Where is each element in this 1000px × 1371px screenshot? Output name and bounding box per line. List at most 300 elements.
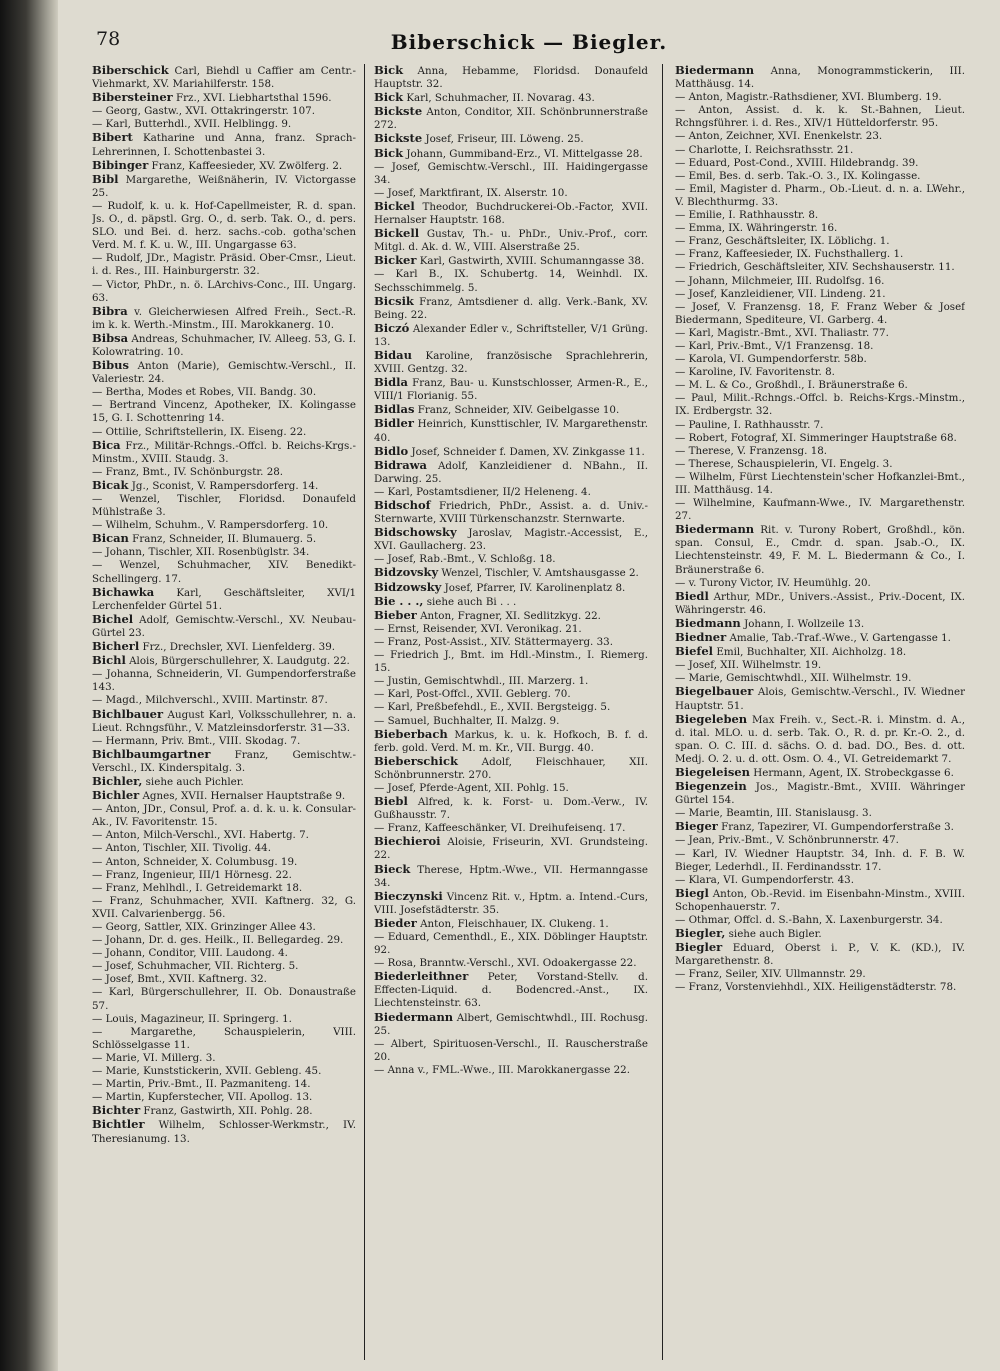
entry-text: — Emil, Bes. d. serb. Tak.-O. 3., IX. Kolingasse. [675,169,921,182]
entry-text: — Johann, Dr. d. ges. Heilk., II. Bellegardeg. 29. [92,934,344,947]
entry-text: Jaroslav, Magistr.-Accessist, E., XVI. Gaullacherg. 23. [374,527,648,553]
directory-entry [374,931,648,957]
directory-entry [92,869,356,882]
directory-entry [92,493,356,519]
entry-text: Franz, Schneider, XIV. Geibelgasse 10. [414,404,620,417]
directory-entry [374,499,648,526]
directory-entry [92,934,356,947]
entry-text: — Johann, Tischler, XII. Rosenbüglstr. 34. [92,546,310,559]
directory-entry [92,829,356,842]
entry-text: — Friedrich J., Bmt. im Hdl.-Minstm., I. Riemerg. 15. [374,649,648,675]
directory-entry [675,523,965,576]
directory-entry [374,64,648,91]
directory-entry [675,820,965,834]
entry-text: — Wenzel, Schuhmacher, XIV. Benedikt-Schellingerg. 17. [92,559,356,585]
entry-text: Amalie, Tab.-Traf.-Wwe., V. Gartengasse 1. [726,632,951,645]
entry-text: Josef, Schneider f. Damen, XV. Zinkgasse 11. [408,445,645,458]
entry-headword: Biechieroi [374,834,441,849]
directory-entry [675,780,965,807]
directory-entry [675,130,965,143]
entry-text: — Anton, Assist. d. k. k. St.-Bahnen, Lieut. Rchngsführer. i. d. Res., XIV/1 Hütteldorferstr. 95. [675,104,965,130]
entry-text: — Martin, Priv.-Bmt., II. Pazmaniteng. 14. [92,1078,311,1091]
directory-entry [92,775,356,789]
entry-text: Alexander Edler v., Schriftsteller, V/1 Grüng. 13. [374,322,648,348]
entry-text: — Franz, Bmt., IV. Schönburgstr. 28. [92,465,284,478]
directory-entry [92,439,356,466]
directory-entry [92,842,356,855]
entry-headword: Biedl [675,588,709,603]
entry-text: — Franz, Kaffeeschänker, VI. Dreihufeisenq. 17. [374,822,626,835]
entry-text: Heinrich, Kunsttischler, IV. Margarethenstr. 40. [374,418,648,444]
column-2 [374,64,648,1360]
directory-entry [374,227,648,254]
entry-text: — Josef, Gemischtw.-Verschl., III. Haidingergasse 34. [374,160,648,186]
directory-entry [675,235,965,248]
directory-entry [92,426,356,439]
directory-entry [374,91,648,105]
entry-text: Franz, Amtsdiener d. allg. Verk.-Bank, XV. Being. 22. [374,295,648,321]
entry-text: Jg., Sconist, V. Rampersdorferg. 14. [128,479,319,492]
directory-entry [92,1026,356,1052]
directory-entry [675,645,965,659]
directory-entry [675,834,965,847]
entry-text: siehe auch Bigler. [725,928,822,941]
directory-entry [374,917,648,931]
entry-text: — Johann, Conditor, VIII. Laudong. 4. [92,947,288,960]
entry-headword: Bibinger [92,157,149,172]
entry-text: Anna, Hebamme, Floridsd. Donaufeld Hauptstr. 32. [374,65,648,91]
directory-entry [92,1013,356,1026]
entry-text: — Justin, Gemischtwhdl., III. Marzerg. 1. [374,675,589,688]
entry-headword: Biederleithner [374,969,469,984]
entry-headword: Bidzovsky [374,565,439,580]
entry-text: — Franz, Post-Assist., XIV. Stättermayerg. 33. [374,635,613,648]
entry-text: Karl, Geschäftsleiter, XVI/1 Lerchenfelder Gürtel 51. [92,586,356,612]
entry-text: Adolf, Fleischhauer, XII. Schönbrunnerstr. 270. [374,755,648,781]
entry-text: — Anton, Magistr.-Rathsdiener, XVI. Blumberg. 19. [675,91,942,104]
entry-text: — v. Turony Victor, IV. Heumühlg. 20. [675,576,871,589]
directory-entry [92,748,356,775]
directory-entry [374,254,648,268]
entry-text: — Marie, Beamtin, III. Stanislausg. 3. [675,807,872,820]
entry-headword: Biedmann [675,615,741,630]
entry-text: — Emilie, I. Rathhausstr. 8. [675,209,819,222]
entry-headword: Bidschowsky [374,525,457,540]
directory-entry [374,376,648,403]
directory-entry [92,668,356,694]
column-divider-left [364,64,365,1360]
entry-headword: Bichlbauer [92,706,164,721]
entry-text: Karl, Gastwirth, XVIII. Schumanngasse 38. [416,255,645,268]
entry-text: — Eduard, Post-Cond., XVIII. Hildebrandg. 39. [675,156,919,169]
entry-text: v. Gleicherwiesen Alfred Freih., Sect.-R. im k. k. Werth.-Minstm., III. Marokkanerg. 10. [92,305,356,331]
entry-text: Anton (Marie), Gemischtw.-Verschl., II. Valeriestr. 24. [92,360,356,386]
entry-text: — Josef, Schuhmacher, VII. Richterg. 5. [92,960,299,973]
entry-text: Anton, Fleischhauer, IX. Clukeng. 1. [416,917,609,930]
directory-entry [675,419,965,432]
entry-text: — Paul, Milit.-Rchngs.-Offcl. b. Reichs-Krgs.-Minstm., IX. Erdbergstr. 32. [675,392,965,418]
directory-entry [675,590,965,617]
column-1 [92,64,356,1360]
directory-entry [92,960,356,973]
directory-entry [92,708,356,735]
entry-text: — Karoline, IV. Favoritenstr. 8. [675,366,835,379]
directory-entry [92,586,356,613]
directory-entry [675,887,965,914]
entry-headword: Bidlo [374,443,409,458]
entry-text: Max Freih. v., Sect.-R. i. Minstm. d. A., d. ital. MLO. u. d. serb. Tak. O., R. d. pr. Kr.-O. 2., d. span. O. C. III. d. sächs. O. d. bad. DO., Bes. d. ott. Medj. O. 2. u. d. ott. Osm. O. 4., VI. Getreidemarkt 7. [675,713,965,765]
directory-entry [675,432,965,445]
directory-entry [92,200,356,252]
entry-headword: Bieber [374,607,417,622]
entry-text: August Karl, Volksschullehrer, n. a. Lieut. Rchngsführ., V. Matzleinsdorferstr. 31—33. [92,708,356,734]
entry-text: — Anton, Zeichner, XVI. Enenkelstr. 23. [675,130,883,143]
directory-entry [675,497,965,523]
entry-headword: Bidler [374,416,414,431]
entry-headword: Biczó [374,320,410,335]
entry-text: — Josef, Rab.-Bmt., V. Schloßg. 18. [374,553,556,566]
column-divider-right [662,64,663,1360]
directory-entry [675,379,965,392]
entry-text: Jos., Magistr.-Bmt., XVIII. Währinger Gürtel 154. [675,781,965,807]
entry-text: — Franz, Ingenieur, III/1 Hörnesg. 22. [92,868,292,881]
entry-text: — Karl, Post-Offcl., XVII. Geblerg. 70. [374,688,571,701]
entry-text: Anton, Conditor, XII. Schönbrunnerstraße 272. [374,106,648,132]
directory-entry [675,288,965,301]
entry-headword: Bichl [92,653,126,668]
entry-text: — Martin, Kupferstecher, VII. Apollog. 13. [92,1091,313,1104]
directory-entry [374,688,648,701]
entry-text: Franz, Gastwirth, XII. Pohlg. 28. [140,1105,313,1118]
entry-text: siehe auch Pichler. [142,775,244,788]
entry-text: Alfred, k. k. Forst- u. Dom.-Verw., IV. Gußhausstr. 7. [374,796,648,822]
directory-entry [92,640,356,654]
directory-entry [675,248,965,261]
directory-entry [374,147,648,161]
directory-entry [92,546,356,559]
directory-entry [675,392,965,418]
entry-text: Frz., Militär-Rchngs.-Offcl. b. Reichs-Krgs.-Minstm., XVIII. Staudg. 3. [92,439,356,465]
page-number: 78 [96,28,121,50]
entry-text: — Marie, VI. Millerg. 3. [92,1051,216,1064]
entry-text: Gustav, Th.- u. PhDr., Univ.-Prof., corr. Mitgl. d. Ak. d. W., VIII. Alserstraße 25. [374,228,648,254]
directory-entry [374,609,648,623]
entry-text: siehe auch Bi . . . [423,595,517,608]
directory-entry [374,649,648,675]
entry-text: Agnes, XVII. Hernalser Hauptstraße 9. [139,790,346,803]
directory-entry [374,132,648,146]
directory-entry [374,755,648,782]
entry-text: Eduard, Oberst i. P., V. K. (KD.), IV. Margarethenstr. 8. [675,942,965,968]
directory-entry [374,795,648,822]
entry-text: Franz, Schneider, II. Blumauerg. 5. [128,533,317,546]
directory-entry [374,187,648,200]
directory-entry [675,927,965,941]
directory-entry [92,921,356,934]
entry-text: — Anna v., FML.-Wwe., III. Marokkanergasse 22. [374,1063,630,1076]
directory-entry [374,863,648,890]
directory-entry [92,252,356,278]
entry-text: — Charlotte, I. Reichsrathsstr. 21. [675,143,854,156]
entry-headword: Bieberschick [374,753,458,768]
entry-text: Peter, Vorstand-Stellv. d. Effecten-Liquid. d. Bodencred.-Anst., IX. Liechtensteinstr. 63. [374,971,648,1010]
entry-text: — Karl, Postamtsdiener, II/2 Heleneng. 4. [374,485,591,498]
entry-text: Frz., Drechsler, XVI. Lienfelderg. 39. [139,641,336,654]
entry-text: Andreas, Schuhmacher, IV. Alleeg. 53, G. I. Kolowratring. 10. [92,332,356,358]
directory-entry [675,458,965,471]
entry-text: Markus, k. u. k. Hofkoch, B. f. d. ferb. gold. Verd. M. m. Kr., VII. Burgg. 40. [374,728,648,754]
entry-text: Johann, I. Wollzeile 13. [740,617,865,630]
directory-entry [374,526,648,553]
entry-text: — Anton, Schneider, X. Columbusg. 19. [92,855,298,868]
entry-text: Frz., XVI. Liebhartsthal 1596. [172,92,332,105]
entry-text: — Magd., Milchverschl., XVIII. Martinstr. 87. [92,694,328,707]
entry-headword: Bick [374,90,404,105]
entry-headword: Biedermann [675,64,755,77]
entry-headword: Bibsa [92,330,129,345]
entry-text: — Franz, Kaffeesieder, IX. Fuchsthallerg. 1. [675,248,904,261]
entry-headword: Biefel [675,644,714,659]
entry-text: — Robert, Fotograf, XI. Simmeringer Hauptstraße 68. [675,431,957,444]
entry-headword: Bieck [374,861,411,876]
entry-text: — Anton, JDr., Consul, Prof. a. d. k. u. k. Consular-Ak., IV. Favoritenstr. 15. [92,803,356,829]
entry-text: — Georg, Gastw., XVI. Ottakringerstr. 107. [92,105,315,118]
entry-headword: Bieczynski [374,888,443,903]
entry-text: — Wenzel, Tischler, Floridsd. Donaufeld Mühlstraße 3. [92,493,356,519]
entry-text: — Hermann, Priv. Bmt., VIII. Skodag. 7. [92,734,301,747]
entry-headword: Bieberbach [374,726,448,741]
entry-text: — Ernst, Reisender, XVI. Veronikag. 21. [374,622,582,635]
directory-entry [92,399,356,425]
entry-text: — Georg, Sattler, XIX. Grinzinger Allee 43. [92,921,316,933]
directory-entry [374,970,648,1010]
entry-text: Emil, Buchhalter, XII. Aichholzg. 18. [713,646,907,659]
entry-text: — Jean, Priv.-Bmt., V. Schönbrunnerstr. 47. [675,834,899,847]
entry-text: — Othmar, Offcl. d. S.-Bahn, X. Laxenburgerstr. 34. [675,914,943,926]
directory-entry [675,766,965,780]
entry-text: — Friedrich, Geschäftsleiter, XIV. Sechshauserstr. 11. [675,261,955,274]
directory-entry [675,848,965,874]
entry-text: Arthur, MDr., Univers.-Assist., Priv.-Docent, IX. Währingerstr. 46. [675,590,965,616]
entry-text: — Louis, Magazineur, II. Springerg. 1. [92,1012,292,1025]
entry-text: — Anton, Tischler, XII. Tivolig. 44. [92,842,272,855]
entry-headword: Bick [374,64,404,77]
entry-text: — Klara, VI. Gumpendorferstr. 43. [675,873,854,886]
entry-headword: Bickell [374,226,420,241]
entry-text: Hermann, Agent, IX. Strobeckgasse 6. [749,766,954,779]
directory-entry [374,200,648,227]
directory-entry [374,566,648,580]
directory-entry [374,728,648,755]
directory-entry [374,1011,648,1038]
entry-text: Albert, Gemischtwhdl., III. Rochusg. 25. [374,1011,648,1037]
entry-text: — Ottilie, Schriftstellerin, IX. Eiseng. 22. [92,425,307,438]
entry-headword: Bidau [374,347,412,362]
entry-headword: Biegeleben [675,711,748,726]
directory-entry [675,631,965,645]
directory-entry [675,685,965,712]
directory-entry [374,295,648,322]
entry-headword: Biegler, [675,926,726,941]
directory-entry [675,577,965,590]
directory-entry [92,532,356,546]
directory-entry [374,445,648,459]
entry-text: — Josef, XII. Wilhelmstr. 19. [675,659,822,672]
entry-text: Alois, Bürgerschullehrer, X. Laudgutg. 22. [125,655,350,668]
directory-page [58,0,1000,1371]
entry-headword: Bibl [92,171,119,186]
entry-headword: Bidla [374,375,408,390]
entry-headword: Biegl [675,885,709,900]
directory-entry [675,301,965,327]
entry-text: — Emil, Magister d. Pharm., Ob.-Lieut. d. n. a. LWehr., V. Blechthurmg. 33. [675,182,965,208]
entry-text: — Karl, Preßbefehdl., E., XVII. Bergsteigg. 5. [374,701,611,714]
entry-headword: Bichter [92,1103,141,1118]
entry-headword: Bicker [374,253,417,268]
directory-entry [92,305,356,332]
entry-text: — Franz, Seiler, XIV. Ullmannstr. 29. [675,968,866,981]
entry-headword: Bichawka [92,584,155,599]
entry-headword: Bieder [374,915,417,930]
directory-entry [92,173,356,200]
entry-headword: Bibersteiner [92,90,173,105]
directory-entry [92,1052,356,1065]
entry-headword: Biedner [675,630,727,645]
directory-entry [92,856,356,869]
entry-headword: Bicherl [92,639,140,654]
entry-headword: Biegelbauer [675,684,754,699]
directory-entry [374,835,648,862]
entry-text: — Bertha, Modes et Robes, VII. Bandg. 30. [92,386,317,399]
entry-text: — Emma, IX. Währingerstr. 16. [675,222,838,235]
entry-text: Friedrich, PhDr., Assist. a. d. Univ.-Sternwarte, XVIII Türkenschanzstr. Sternwarte. [374,500,648,526]
directory-entry [374,1064,648,1077]
entry-text: — Josef, Pferde-Agent, XII. Pohlg. 15. [374,781,569,794]
entry-text: — Therese, V. Franzensg. 18. [675,444,828,457]
directory-entry [92,1118,356,1145]
directory-entry [92,654,356,668]
directory-entry [92,279,356,305]
entry-text: Anton, Fragner, XI. Sedlitzkyg. 22. [416,609,601,622]
entry-headword: Bidrawa [374,457,427,472]
directory-entry [675,445,965,458]
directory-entry [92,466,356,479]
entry-text: — Wilhelmine, Kaufmann-Wwe., IV. Margarethenstr. 27. [675,497,965,523]
entry-text: — Karl B., IX. Schubertg. 14, Weinhdl. IX. Sechsschimmelg. 5. [374,268,648,294]
entry-text: — Karl, Magistr.-Bmt., XVI. Thaliastr. 77. [675,326,889,339]
directory-entry [675,64,965,91]
directory-entry [374,890,648,917]
directory-entry [675,275,965,288]
entry-text: Aloisie, Friseurin, XVI. Grundsteing. 22. [374,836,648,862]
directory-entry [92,386,356,399]
entry-headword: Bichtler [92,1117,145,1132]
entry-text: Wilhelm, Schlosser-Werkmstr., IV. Theresianumg. 13. [92,1119,356,1145]
directory-entry [374,701,648,714]
entry-text: — Wilhelm, Fürst Liechtenstein'scher Hofkanzlei-Bmt., III. Matthäusg. 14. [675,470,965,496]
directory-entry [92,1078,356,1091]
entry-text: — Josef, Marktfirant, IX. Alserstr. 10. [374,186,568,199]
directory-entry [374,623,648,636]
entry-text: — Franz, Mehlhdl., I. Getreidemarkt 18. [92,881,303,894]
entry-text: — Eduard, Cementhdl., E., XIX. Döblinger Hauptstr. 92. [374,931,648,957]
directory-entry [675,261,965,274]
entry-text: — Marie, Kunststickerin, XVII. Gebleng. 45. [92,1065,322,1078]
entry-headword: Bichler [92,788,140,803]
entry-headword: Biedermann [374,1009,454,1024]
directory-entry [675,157,965,170]
entry-headword: Bickel [374,198,415,213]
directory-entry [675,353,965,366]
directory-entry [92,882,356,895]
directory-entry [675,209,965,222]
directory-entry [92,789,356,803]
directory-entry [374,581,648,595]
directory-entry [92,332,356,359]
directory-entry [675,471,965,497]
directory-entry [675,874,965,887]
directory-entry [675,617,965,631]
directory-entry [675,981,965,994]
entry-text: — Rudolf, JDr., Magistr. Präsid. Ober-Cmsr., Lieut. i. d. Res., III. Hainburgerstr. 32. [92,252,356,278]
entry-text: — Albert, Spirituosen-Verschl., II. Rauscherstraße 20. [374,1037,648,1063]
entry-headword: Biebl [374,794,408,809]
entry-text: — Franz, Vorstenviehhdl., XIX. Heiligenstädterstr. 78. [675,981,957,994]
entry-headword: Biberschick [92,64,169,77]
entry-headword: Bibus [92,358,129,373]
entry-text: Vincenz Rit. v., Hptm. a. Intend.-Curs, VIII. Josefstädterstr. 35. [374,890,648,916]
entry-headword: Bicsik [374,293,414,308]
directory-entry [675,91,965,104]
entry-text: — Rudolf, k. u. k. Hof-Capellmeister, R. d. span. Js. O., d. päpstl. Grg. O., d. serb. Tak. O., d. pers. SLO. und Bei. d. herz. sachs.-cob. gotha'schen Verd. M. f. K. u. W., III. Ungargasse 63. [92,199,356,252]
directory-entry [675,659,965,672]
entry-text: — Karl, Butterhdl., XVII. Helblingg. 9. [92,118,292,131]
directory-entry [675,144,965,157]
entry-text: — Wilhelm, Schuhm., V. Rampersdorferg. 10. [92,519,329,532]
entry-text: Rit. v. Turony Robert, Großhdl., kön. span. Consul, E., Cmdr. d. span. Jsab.-O., IX. Liechtensteinstr. 49, F. M. L. Biedermann & Co., I. Bräunerstraße 6. [675,524,965,576]
entry-text: Karl, Schuhmacher, II. Novarag. 43. [403,92,595,105]
entry-text: — Johanna, Schneiderin, VI. Gumpendorferstraße 143. [92,668,356,694]
directory-entry [675,340,965,353]
entry-text: — Johann, Milchmeier, III. Rudolfsg. 16. [675,274,885,287]
directory-entry [675,366,965,379]
entry-text: — Bertrand Vincenz, Apotheker, IX. Kolingasse 15, G. I. Schottenring 14. [92,399,356,425]
directory-entry [92,947,356,960]
directory-entry [374,403,648,417]
entry-text: — Karl, IV. Wiedner Hauptstr. 34, Inh. d. F. B. W. Bieger, Lederhdl., II. Ferdinandsstr. 17. [675,847,965,873]
directory-entry [92,1065,356,1078]
entry-text: Anton, Ob.-Revid. im Eisenbahn-Minstm., XVIII. Schopenhauerstr. 7. [675,887,965,913]
entry-headword: Bick [374,145,404,160]
entry-headword: Bichler, [92,773,143,788]
entry-text: Carl, Biehdl u Caffier am Centr.-Viehmarkt, XV. Mariahilferstr. 158. [92,65,356,91]
entry-text: — Pauline, I. Rathhausstr. 7. [675,418,824,431]
directory-entry [92,613,356,640]
column-3 [675,64,965,1360]
directory-entry [374,459,648,486]
entry-headword: Bica [92,437,121,452]
entry-text: — Margarethe, Schauspielerin, VIII. Schlösselgasse 11. [92,1025,356,1051]
entry-text: Katharine und Anna, franz. Sprach-Lehrerinnen, I. Schottenbastei 3. [92,132,356,158]
entry-text: Adolf, Gemischtw.-Verschl., XV. Neubau-Gürtel 23. [92,613,356,639]
directory-entry [675,968,965,981]
entry-text: Anna, Monogrammstickerin, III. Matthäusg. 14. [675,65,965,91]
entry-text: — Karl, Priv.-Bmt., V/1 Franzensg. 18. [675,339,874,352]
entry-text: — Victor, PhDr., n. ö. LArchivs-Conc., III. Ungarg. 63. [92,278,356,304]
directory-entry [675,941,965,968]
directory-entry [675,222,965,235]
directory-entry [374,595,648,609]
